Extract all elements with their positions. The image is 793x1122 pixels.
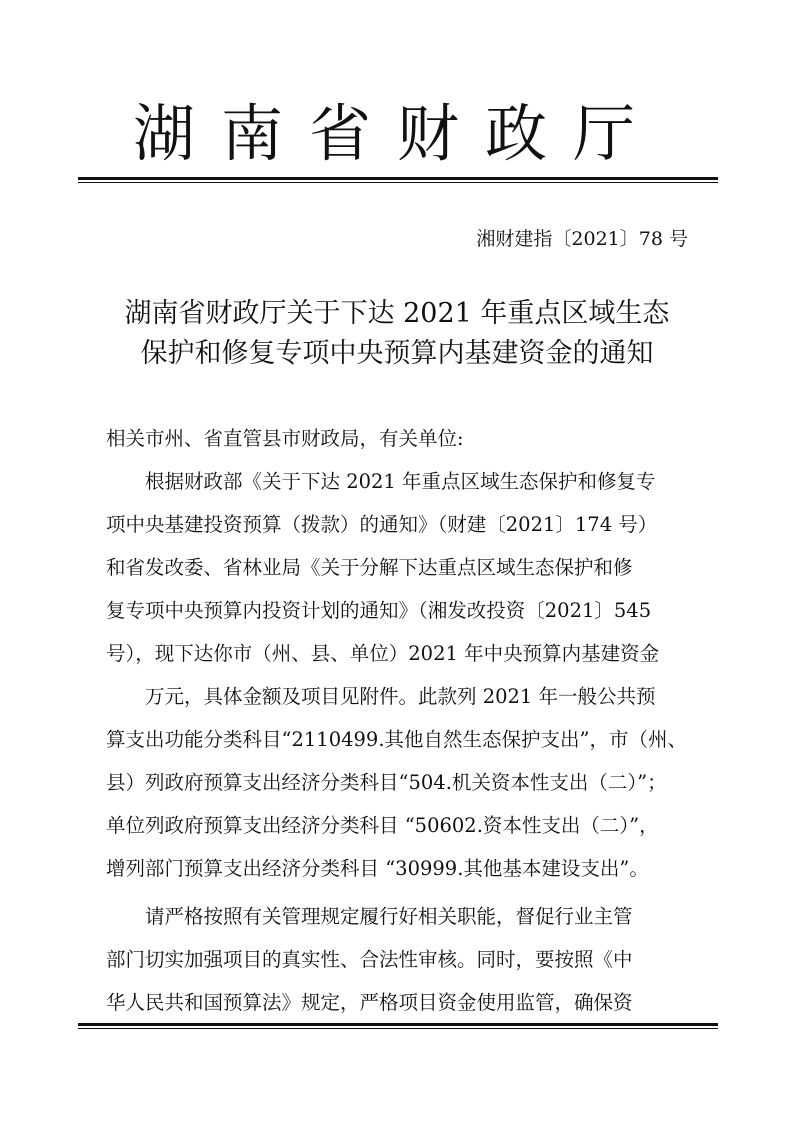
body-line: 号），现下达你市（州、县、单位）2021 年中央预算内基建资金 [106, 642, 660, 665]
letterhead-rule-thin [78, 182, 718, 183]
body-line: 项中央基建投资预算（拨款）的通知》（财建〔2021〕174 号） [106, 513, 658, 536]
body-line: 部门切实加强项目的真实性、合法性审核。同时，要按照《中 [106, 948, 633, 971]
body-line: 单位列政府预算支出经济分类科目 “50602.资本性支出（二）”， [106, 814, 659, 837]
footer-rule-thick [78, 1023, 718, 1026]
document-title-line-1: 湖南省财政厅关于下达 2021 年重点区域生态 [124, 298, 670, 329]
salutation: 相关市州、省直管县市财政局，有关单位: [106, 427, 464, 450]
document-title-line-2: 保护和修复专项中央预算内基建资金的通知 [140, 338, 654, 369]
body-line: 算支出功能分类科目“2110499.其他自然生态保护支出”，市（州、 [106, 728, 687, 751]
body-line: 和省发改委、省林业局《关于分解下达重点区域生态保护和修 [106, 556, 633, 579]
body-line: 县）列政府预算支出经济分类科目“504.机关资本性支出（二）”； [106, 771, 667, 794]
document-number: 湘财建指〔2021〕78 号 [476, 228, 688, 250]
letterhead-rule-thick [78, 177, 718, 180]
body-line: 华人民共和国预算法》规定，严格项目资金使用监管，确保资 [106, 991, 633, 1014]
letterhead-title: 湖南省财政厅 [132, 97, 661, 170]
body-line: 根据财政部《关于下达 2021 年重点区域生态保护和修复专 [145, 470, 656, 493]
body-line: 万元，具体金额及项目见附件。此款列 2021 年一般公共预 [145, 685, 656, 708]
body-line: 复专项中央预算内投资计划的通知》（湘发改投资〔2021〕545 [106, 599, 652, 622]
body-line: 请严格按照有关管理规定履行好相关职能，督促行业主管 [145, 905, 633, 928]
footer-rule-thin [78, 1028, 718, 1029]
document-title [80, 294, 714, 374]
body-line: 增列部门预算支出经济分类科目 “30999.其他基本建设支出”。 [106, 857, 649, 880]
